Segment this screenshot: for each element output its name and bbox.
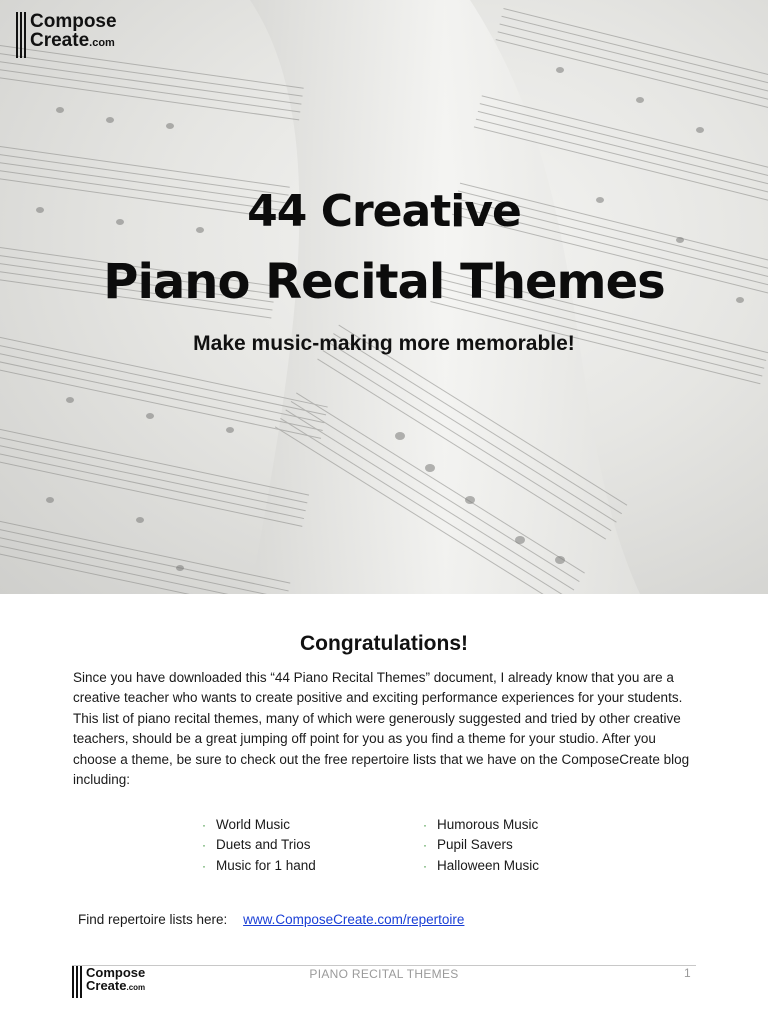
hero-title-line1: 44 Creative: [247, 186, 521, 237]
list-item-label: Music for 1 hand: [216, 857, 316, 873]
congratulations-heading: Congratulations!: [300, 632, 468, 655]
repertoire-list-left: [202, 815, 316, 876]
hero-title-line2: Piano Recital Themes: [103, 254, 665, 310]
bullet-icon: ·: [202, 818, 206, 832]
list-item: [423, 835, 539, 855]
logo-line2: Create: [30, 30, 90, 51]
bullet-icon: ·: [202, 838, 206, 853]
list-item-label: Humorous Music: [437, 817, 539, 832]
list-item-label: Duets and Trios: [216, 837, 311, 853]
footer-title: PIANO RECITAL THEMES: [309, 967, 459, 981]
bullet-icon: ·: [423, 818, 427, 832]
list-item-label: Halloween Music: [437, 857, 540, 873]
list-item: [202, 856, 316, 876]
bullet-icon: ·: [423, 838, 427, 853]
list-item: [423, 856, 539, 876]
logo-line1: Compose: [30, 11, 117, 32]
logo-bars-icon: [16, 12, 26, 58]
intro-paragraph: Since you have downloaded this “44 Piano Recital Themes” document, I already know that you are a creative teacher who wants to create positive and exciting performance experiences for your students. This list of piano recital themes, many of which were generously suggested and tried by other creative teachers, should be a great jumping off point for you as you find a theme for your studio. After you choose a theme, be sure to check out the free repertoire lists that we have on the ComposeCreate blog including:: [73, 670, 690, 788]
logo-line1: Compose: [86, 965, 146, 980]
repertoire-list-right: [423, 815, 539, 876]
list-item: [202, 815, 316, 835]
composecreate-logo[interactable]: [16, 12, 117, 58]
bullet-icon: ·: [202, 858, 206, 873]
logo-wordmark: [30, 12, 117, 50]
logo-line2: Create: [86, 978, 127, 993]
hero-subtitle: Make music-making more memorable!: [193, 332, 575, 355]
repertoire-link[interactable]: www.ComposeCreate.com/repertoire: [243, 912, 465, 927]
list-item-label: World Music: [216, 817, 291, 832]
list-item: [202, 835, 316, 855]
page-number: 1: [684, 966, 691, 980]
list-item-label: Pupil Savers: [437, 837, 513, 853]
logo-suffix: .com: [89, 37, 115, 49]
footer-divider: [72, 965, 696, 966]
repertoire-link-label: Find repertoire lists here:: [78, 912, 228, 927]
bullet-icon: ·: [423, 858, 427, 873]
list-item: [423, 815, 539, 835]
logo-suffix: .com: [126, 983, 146, 992]
repertoire-link-row: [78, 912, 464, 927]
